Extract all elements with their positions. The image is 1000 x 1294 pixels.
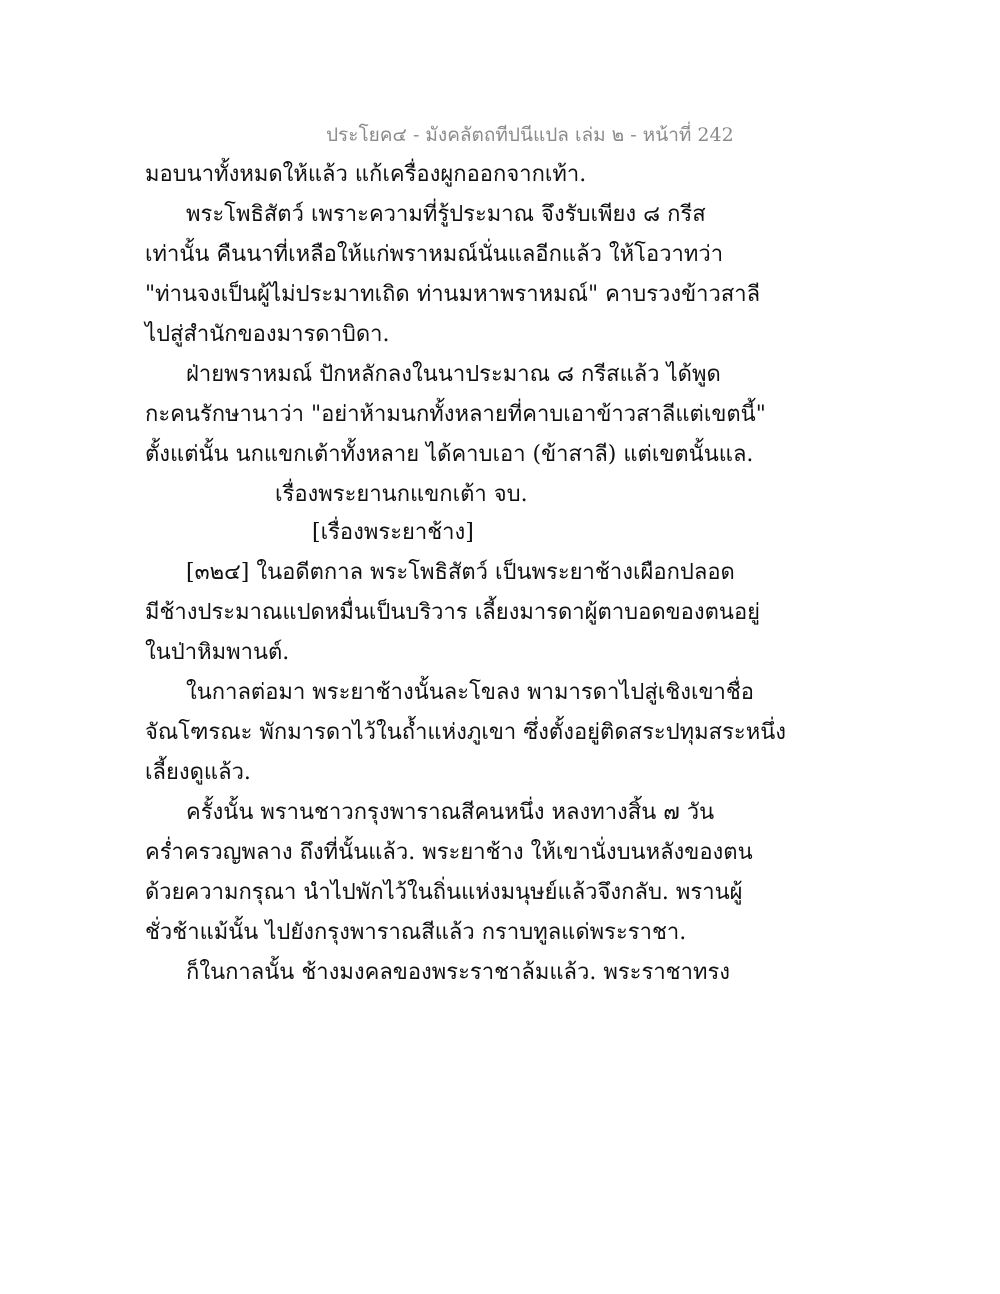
text-line: ครั้งนั้น พรานชาวกรุงพาราณสีคนหนึ่ง หลงทางสิ้น ๗ วัน bbox=[186, 800, 715, 825]
text-line: มีช้างประมาณแปดหมื่นเป็นบริวาร เลี้ยงมารดาผู้ตาบอดของตนอยู่ bbox=[145, 600, 761, 625]
story-end-line: เรื่องพระยานกแขกเต้า จบ. bbox=[275, 482, 528, 507]
page-header: ประโยค๔ - มังคลัตถทีปนีแปล เล่ม ๒ - หน้าที่ 242 bbox=[326, 124, 734, 146]
text-line: ชั่วช้าแม้นั้น ไปยังกรุงพาราณสีแล้ว กราบทูลแด่พระราชา. bbox=[145, 920, 687, 945]
text-line: เลี้ยงดูแล้ว. bbox=[145, 760, 251, 785]
text-line: ด้วยความกรุณา นำไปพักไว้ในถิ่นแห่งมนุษย์แล้วจึงกลับ. พรานผู้ bbox=[145, 880, 743, 905]
text-line: คร่ำครวญพลาง ถึงที่นั้นแล้ว. พระยาช้าง ให้เขานั่งบนหลังของตน bbox=[145, 840, 753, 865]
text-line: ในกาลต่อมา พระยาช้างนั้นละโขลง พามารดาไปสู่เชิงเขาชื่อ bbox=[186, 680, 755, 705]
text-line: พระโพธิสัตว์ เพราะความที่รู้ประมาณ จึงรับเพียง ๘ กรีส bbox=[186, 202, 706, 227]
section-heading: [เรื่องพระยาช้าง] bbox=[312, 520, 474, 545]
text-line: ตั้งแต่นั้น นกแขกเต้าทั้งหลาย ได้คาบเอา (ข้าสาลี) แต่เขตนั้นแล. bbox=[145, 442, 754, 467]
text-line: เท่านั้น คืนนาที่เหลือให้แก่พราหมณ์นั่นแลอีกแล้ว ให้โอวาทว่า bbox=[145, 242, 724, 267]
text-line: ก็ในกาลนั้น ช้างมงคลของพระราชาล้มแล้ว. พระราชาทรง bbox=[186, 960, 731, 985]
text-line: กะคนรักษานาว่า "อย่าห้ามนกทั้งหลายที่คาบเอาข้าวสาลีแต่เขตนี้" bbox=[145, 402, 766, 427]
text-line: ในป่าหิมพานต์. bbox=[145, 640, 290, 665]
text-line: ฝ่ายพราหมณ์ ปักหลักลงในนาประมาณ ๘ กรีสแล้ว ได้พูด bbox=[186, 362, 721, 387]
text-line: ไปสู่สำนักของมารดาบิดา. bbox=[145, 322, 390, 347]
text-line: [๓๒๔] ในอดีตกาล พระโพธิสัตว์ เป็นพระยาช้างเผือกปลอด bbox=[186, 560, 735, 585]
text-line: มอบนาทั้งหมดให้แล้ว แก้เครื่องผูกออกจากเท้า. bbox=[145, 162, 587, 187]
text-line: "ท่านจงเป็นผู้ไม่ประมาทเถิด ท่านมหาพราหมณ์" คาบรวงข้าวสาลี bbox=[145, 282, 761, 307]
text-line: จัณโฑรณะ พักมารดาไว้ในถ้ำแห่งภูเขา ซึ่งตั้งอยู่ติดสระปทุมสระหนึ่ง bbox=[145, 720, 787, 745]
